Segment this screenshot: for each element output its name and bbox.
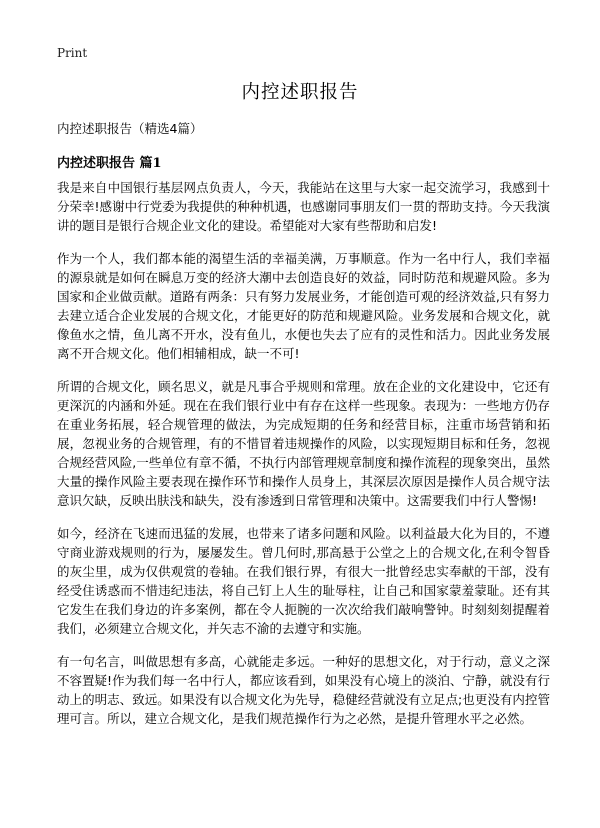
paragraph: 作为一个人，我们都本能的渴望生活的幸福美满，万事顺意。作为一名中行人，我们幸福的源泉就是如何在瞬息万变的经济大潮中去创造良好的效益，同时防范和规避风险。多为国家和企业做贡献。道路有两条：只有努力发展业务，才能创造可观的经济效益,只有努力去建立适合企业发展的合规文化，才能更好的防范和规避风险。业务发展和合规文化，就像鱼水之情，鱼儿离不开水，没有鱼儿，水便也失去了应有的灵性和活力。因此业务发展离不开合规文化。他们相辅相成，缺一不可!: [57, 251, 550, 361]
document-subtitle: 内控述职报告（精选4篇）: [57, 121, 203, 136]
page-title: 内控述职报告: [241, 82, 359, 103]
article-body: [57, 178, 550, 742]
paragraph: 我是来自中国银行基层网点负责人，今天，我能站在这里与大家一起交流学习，我感到十分荣幸!感谢中行党委为我提供的种种机遇，也感谢同事朋友们一贯的帮助支持。今天我演讲的题目是银行合规企业文化的建设。希望能对大家有些帮助和启发!: [57, 180, 550, 233]
paragraph: 如今，经济在飞速而迅猛的发展，也带来了诸多问题和风险。以利益最大化为目的，不遵守商业游戏规则的行为，屡屡发生。曾几何时,那高悬于公堂之上的合规文化,在利令智昏的灰尘里，成为仅供观赏的卷轴。在我们银行界，有很大一批曾经忠实奉献的干部，没有经受住诱惑而不惜违纪违法，将自己钉上人生的耻辱柱，让自己和国家蒙羞蒙耻。还有其它发生在我们身边的许多案例，都在令人扼腕的一次次给我们敲响警钟。时刻刻刻提醒着我们，必须建立合规文化，并矢志不渝的去遵守和实施。: [57, 526, 550, 636]
print-link[interactable]: Print: [57, 46, 88, 60]
paragraph: 有一句名言，叫做思想有多高，心就能走多远。一种好的思想文化，对于行动，意义之深不容置疑!作为我们每一名中行人，都应该看到，如果没有心境上的淡泊、宁静，就没有行动上的明志、致远。如果没有以合规文化为先导，稳健经营就没有立足点;也更没有内控管理可言。所以，建立合规文化，是我们规范操作行为之必然，是提升管理水平之必然。: [57, 654, 550, 726]
paragraph: 所谓的合规文化，顾名思义，就是凡事合乎规则和常理。放在企业的文化建设中，它还有更深沉的内涵和外延。现在在我们银行业中有存在这样一些现象。表现为：一些地方仍存在重业务拓展，轻合规管理的做法，为完成短期的任务和经营目标，注重市场营销和拓展，忽视业务的合规管理，有的不惜冒着违规操作的风险，以实现短期目标和任务，忽视合规经营风险,一些单位有章不循，不执行内部管理规章制度和操作流程的现象突出，虽然大量的操作风险主要表现在操作环节和操作人员身上，其深层次原因是操作人员合规守法意识欠缺，反映出肤浅和缺失，没有渗透到日常管理和决策中。这需要我们中行人警惕!: [57, 379, 550, 508]
section-heading: 内控述职报告 篇1: [57, 156, 162, 171]
